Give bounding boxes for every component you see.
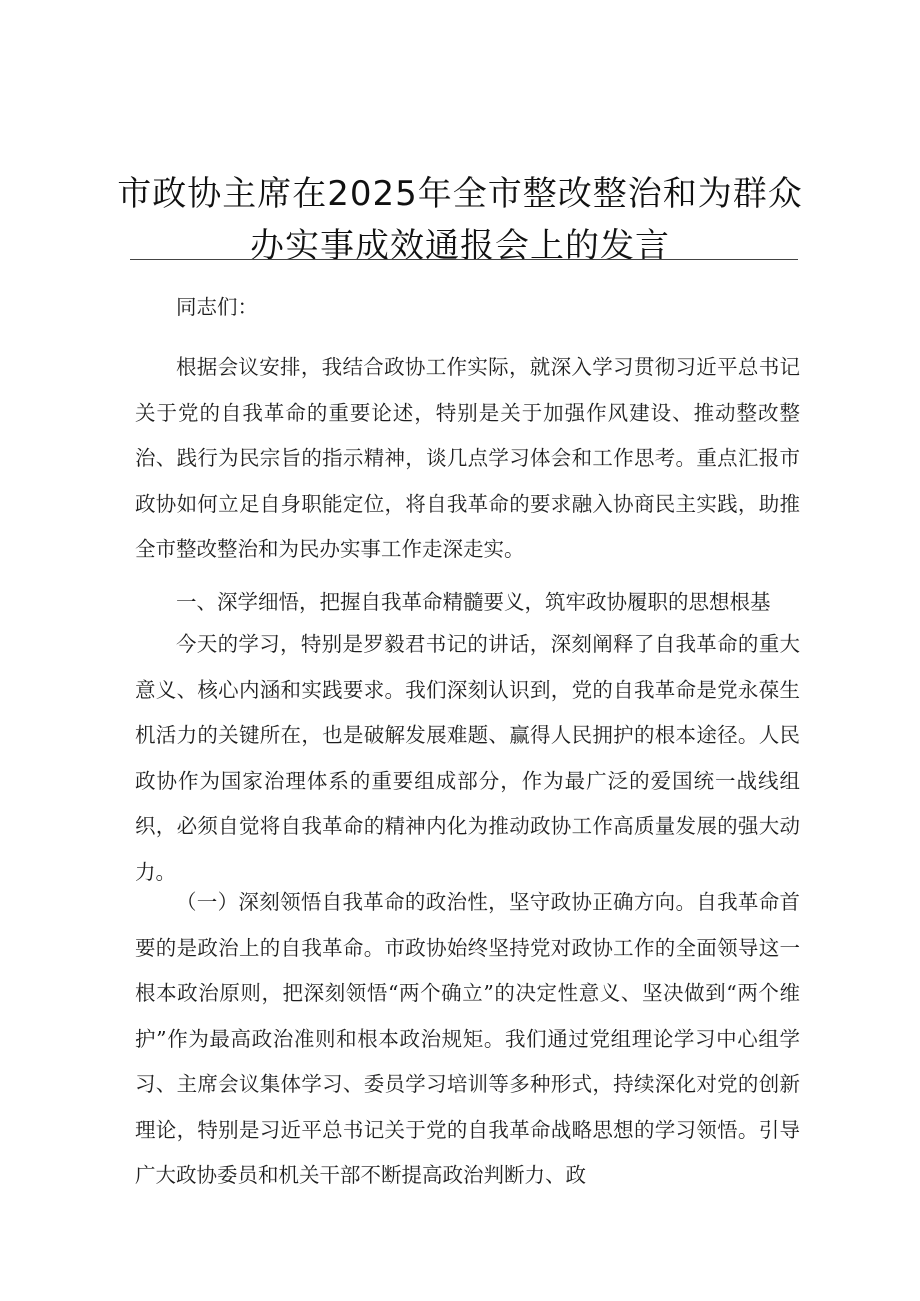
paragraph-subsection-1-text: （一）深刻领悟自我革命的政治性，坚守政协正确方向。自我革命首要的是政治上的自我革命。市政协始终坚持党对政协工作的全面领导这一根本政治原则，把深刻领悟“两个确立”的决定性意义、坚决做到“两个维护”作为最高政治准则和根本政治规矩。我们通过党组理论学习中心组学习、主席会议集体学习、委员学习培训等多种形式，持续深化对党的创新理论，特别是习近平总书记关于党的自我革命战略思想的学习领悟。引导广大政协委员和机关干部不断提高政治判断力、政 bbox=[135, 890, 800, 1187]
section-heading-1 bbox=[135, 580, 800, 626]
paragraph-subsection-1 bbox=[135, 880, 800, 1199]
section-heading-1-text: 一、深学细悟，把握自我革命精髓要义，筑牢政协履职的思想根基 bbox=[176, 590, 771, 614]
title-underline bbox=[130, 259, 798, 260]
greeting bbox=[135, 285, 800, 331]
paragraph-intro bbox=[135, 345, 800, 573]
paragraph-intro-text: 根据会议安排，我结合政协工作实际，就深入学习贯彻习近平总书记关于党的自我革命的重要论述，特别是关于加强作风建设、推动整改整治、践行为民宗旨的指示精神，谈几点学习体会和工作思考。重点汇报市政协如何立足自身职能定位，将自我革命的要求融入协商民主实践，助推全市整改整治和为民办实事工作走深走实。 bbox=[135, 355, 800, 561]
document-title-line-1: 市政协主席在2025年全市整改整治和为群众 bbox=[117, 174, 803, 214]
greeting-text: 同志们： bbox=[176, 295, 258, 319]
paragraph-study bbox=[135, 622, 800, 895]
paragraph-study-text: 今天的学习，特别是罗毅君书记的讲话，深刻阐释了自我革命的重大意义、核心内涵和实践要求。我们深刻认识到，党的自我革命是党永葆生机活力的关键所在，也是破解发展难题、赢得人民拥护的根本途径。人民政协作为国家治理体系的重要组成部分，作为最广泛的爱国统一战线组织，必须自觉将自我革命的精神内化为推动政协工作高质量发展的强大动力。 bbox=[135, 632, 800, 884]
document-title-line-2: 办实事成效通报会上的发言 bbox=[250, 226, 670, 266]
